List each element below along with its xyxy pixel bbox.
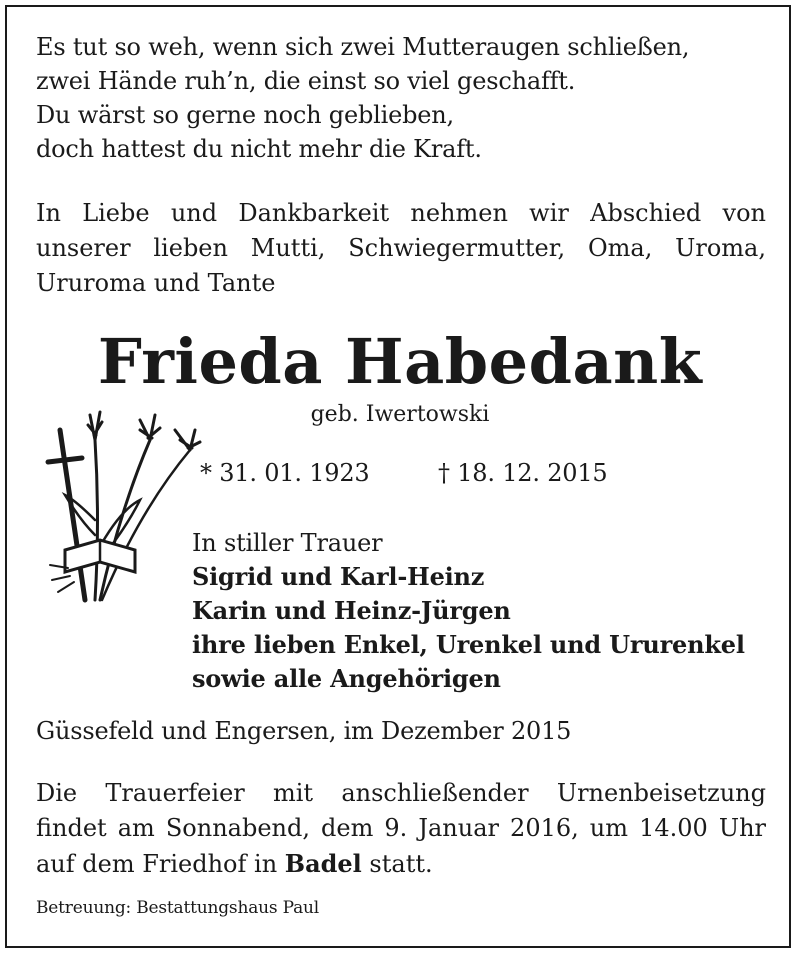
mourner-2: Karin und Heinz-Jürgen — [192, 596, 511, 625]
mourner-4: sowie alle Angehörigen — [192, 664, 501, 693]
deceased-name: Frieda Habedank — [97, 325, 703, 398]
verse-line-4: doch hattest du nicht mehr die Kraft. — [36, 135, 482, 163]
verse-line-2: zwei Hände ruh’n, die einst so viel geschafft. — [36, 67, 576, 95]
cross-wheat-book-icon — [40, 400, 210, 625]
cemetery-place: Badel — [284, 849, 362, 878]
service-line-3-suffix: statt. — [361, 850, 433, 878]
service-paragraph — [36, 776, 766, 882]
mourners-heading: In stiller Trauer — [192, 529, 383, 557]
intro-line-2: unserer lieben Mutti, Schwiegermutter, Oma, Uroma, — [36, 234, 766, 262]
intro-paragraph — [36, 196, 766, 301]
intro-line-3: Ururoma und Tante — [36, 269, 276, 297]
funeral-home-credit: Betreuung: Bestattungshaus Paul — [36, 898, 319, 918]
intro-line-1: In Liebe und Dankbarkeit nehmen wir Abschied von — [36, 199, 766, 227]
maiden-name: geb. Iwertowski — [310, 402, 490, 427]
death-date: † 18. 12. 2015 — [438, 459, 608, 487]
place-and-date: Güssefeld und Engersen, im Dezember 2015 — [36, 717, 572, 745]
service-line-1: Die Trauerfeier mit anschließender Urnenbeisetzung — [36, 779, 766, 807]
birth-date: * 31. 01. 1923 — [200, 459, 370, 487]
mourner-3: ihre lieben Enkel, Urenkel und Ururenkel — [192, 630, 745, 659]
verse-line-1: Es tut so weh, wenn sich zwei Mutteraugen schließen, — [36, 33, 690, 61]
mourner-1: Sigrid und Karl-Heinz — [192, 562, 485, 591]
service-line-3-prefix: auf dem Friedhof in — [36, 850, 285, 878]
verse-line-3: Du wärst so gerne noch geblieben, — [36, 101, 454, 129]
service-line-2: findet am Sonnabend, dem 9. Januar 2016, um 14.00 Uhr — [36, 814, 766, 842]
service-line-3 — [36, 846, 766, 882]
